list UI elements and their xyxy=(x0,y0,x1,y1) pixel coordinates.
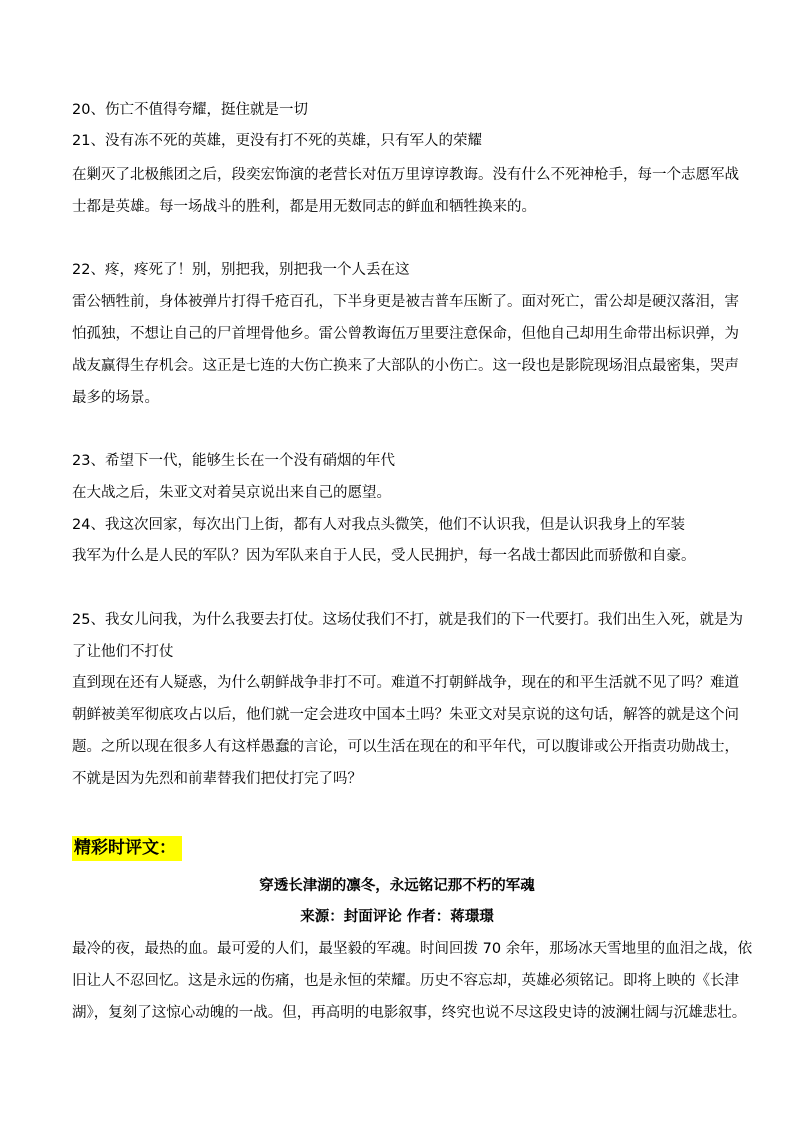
item-22-body-line: 雷公牺牲前，身体被弹片打得千疮百孔，下半身更是被吉普车压断了。面对死亡，雷公却是硬汉落泪，害 xyxy=(72,294,739,310)
item-25-body-line: 不就是因为先烈和前辈替我们把仗打完了吗？ xyxy=(72,771,362,787)
review-body-line: 最冷的夜，最热的血。最可爱的人们，最坚毅的军魂。时间回拨 70 余年，那场冰天雪地里的血泪之战，依 xyxy=(72,941,753,957)
item-22-body-line: 怕孤独，不想让自己的尸首埋骨他乡。雷公曾教诲伍万里要注意保命，但他自己却用生命带出标识弹，为 xyxy=(72,326,739,342)
item-22-body-line: 战友赢得生存机会。这正是七连的大伤亡换来了大部队的小伤亡。这一段也是影院现场泪点最密集，哭声 xyxy=(72,358,739,374)
item-25-body-line: 朝鲜被美军彻底攻占以后，他们就一定会进攻中国本土吗？朱亚文对吴京说的这句话，解答的就是这个问 xyxy=(72,707,739,723)
item-25-title-line: 25、我女儿问我，为什么我要去打仗。这场仗我们不打，就是我们的下一代要打。我们出生入死，就是为 xyxy=(72,612,743,628)
review-title: 穿透长津湖的凛冬，永远铭记那不朽的军魂 xyxy=(259,878,535,894)
item-20-title: 20、伤亡不值得夸耀，挺住就是一切 xyxy=(72,102,308,118)
item-25-body-line: 题。之所以现在很多人有这样愚蠢的言论，可以生活在现在的和平年代，可以腹诽或公开指责功勋战士， xyxy=(72,739,739,755)
item-21-title: 21、没有冻不死的英雄，更没有打不死的英雄，只有军人的荣耀 xyxy=(72,133,482,149)
review-source: 来源：封面评论 作者：蒋璟璟 xyxy=(300,909,494,925)
review-body-line: 湖》，复刻了这惊心动魄的一战。但，再高明的电影叙事，终究也说不尽这段史诗的波澜壮阔与沉雄悲壮。 xyxy=(72,1005,747,1021)
item-24-title: 24、我这次回家，每次出门上街，都有人对我点头微笑，他们不认识我，但是认识我身上的军装 xyxy=(72,517,685,533)
item-22-body-line: 最多的场景。 xyxy=(72,390,159,406)
review-body-line: 旧让人不忍回忆。这是永远的伤痛，也是永恒的荣耀。历史不容忘却，英雄必须铭记。即将上映的《长津 xyxy=(72,973,739,989)
item-22-title: 22、疼，疼死了！别，别把我，别把我一个人丢在这 xyxy=(72,262,410,278)
item-21-body-line: 在剿灭了北极熊团之后，段奕宏饰演的老营长对伍万里谆谆教诲。没有什么不死神枪手，每一个志愿军战 xyxy=(72,167,739,183)
item-23-body: 在大战之后，朱亚文对着吴京说出来自己的愿望。 xyxy=(72,485,391,501)
item-25-title-line: 了让他们不打仗 xyxy=(72,644,174,660)
item-25-body-line: 直到现在还有人疑惑，为什么朝鲜战争非打不可。难道不打朝鲜战争，现在的和平生活就不见了吗？难道 xyxy=(72,675,739,691)
item-24-body: 我军为什么是人民的军队？因为军队来自于人民，受人民拥护，每一名战士都因此而骄傲和自豪。 xyxy=(72,548,696,564)
item-21-body-line: 士都是英雄。每一场战斗的胜利，都是用无数同志的鲜血和牺牲换来的。 xyxy=(72,199,536,215)
review-section-heading: 精彩时评文： xyxy=(72,836,182,861)
item-23-title: 23、希望下一代，能够生长在一个没有硝烟的年代 xyxy=(72,453,395,469)
